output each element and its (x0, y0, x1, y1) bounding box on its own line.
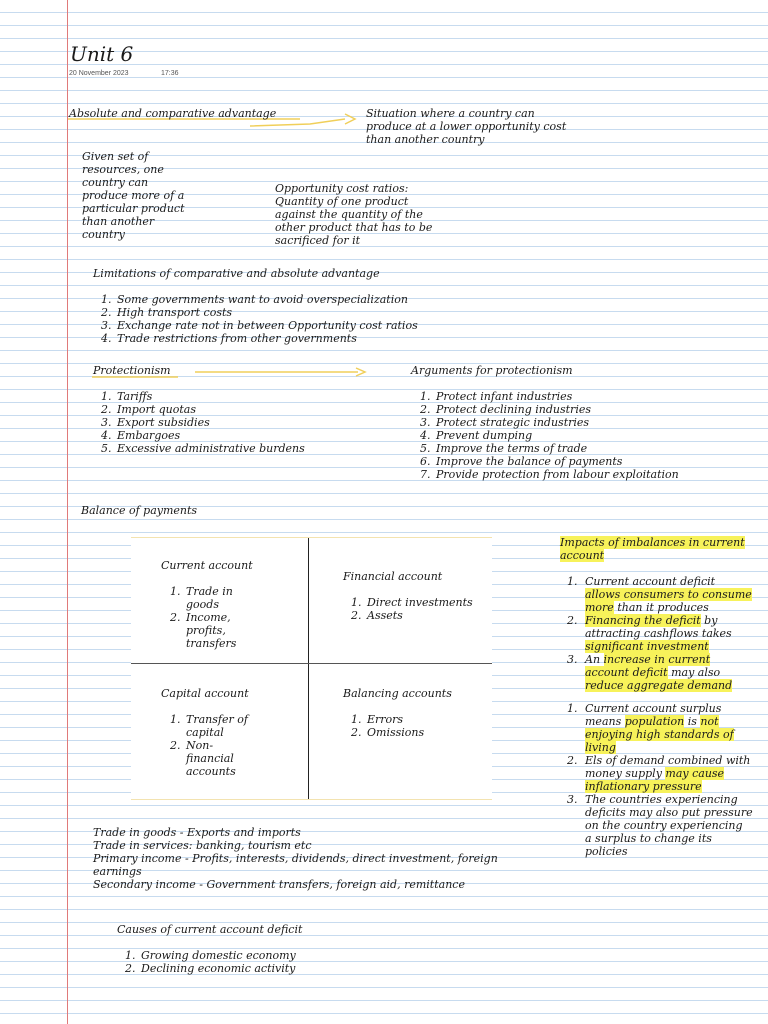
current-account-list (162, 585, 236, 650)
list-item: 3. An increase in current (567, 653, 711, 666)
trade-notes (93, 826, 498, 891)
highlighted-text: living (585, 741, 616, 754)
list-item: 4. Embargoes (101, 429, 181, 442)
financial-account-list (343, 596, 473, 622)
list-item: 4. Prevent dumping (420, 429, 533, 442)
protectionism-heading: Protectionism (93, 364, 171, 377)
highlighted-text: Financing the deficit (585, 614, 701, 627)
list-item: 2. Assets (351, 609, 403, 622)
list-item-text: may also (667, 666, 721, 679)
note-line: Trade in services: banking, tourism etc (93, 839, 312, 852)
list-item: 1. Transfer of capital (170, 713, 248, 739)
list-item-text: Tariffs (117, 390, 153, 403)
note-line: Primary income - Profits, interests, dividends, direct investment, foreign (93, 852, 498, 865)
list-item-text: Protect infant industries (436, 390, 573, 403)
list-item: 2. Els of demand combined with (567, 754, 751, 767)
list-item-text: High transport costs (117, 306, 233, 319)
arguments-heading: Arguments for protectionism (411, 364, 573, 377)
list-item-text: Errors (367, 713, 404, 726)
definition-line: sacrificed for it (275, 234, 361, 247)
list-item-text: Exchange rate not in between Opportunity cost ratios (117, 319, 418, 332)
list-item-text: transfers (186, 637, 237, 650)
list-item-text: is (684, 715, 701, 728)
bop-heading: Balance of payments (81, 504, 198, 517)
list-item: 2. Declining economic activity (125, 962, 296, 975)
note-line: Trade in goods - Exports and imports (93, 826, 301, 839)
list-item: 1. Errors (351, 713, 404, 726)
highlighted-text: allows consumers to consume (585, 588, 752, 601)
capital-account-title: Capital account (161, 687, 249, 700)
list-item: 2. Import quotas (101, 403, 196, 416)
highlighted-text: population (624, 715, 685, 728)
financial-account-title: Financial account (343, 570, 443, 583)
highlighted-text: enjoying high standards of (585, 728, 734, 741)
page-title: Unit 6 (70, 42, 134, 66)
note-line: Secondary income - Government transfers, foreign aid, remittance (93, 878, 465, 891)
list-item-text: Improve the terms of trade (436, 442, 588, 455)
table-divider-horizontal (131, 663, 492, 664)
list-item: 1. Direct investments (351, 596, 473, 609)
list-item-text: Prevent dumping (436, 429, 533, 442)
list-item-text: attracting cashflows takes (585, 627, 732, 640)
list-item: 1. Current account surplus (567, 702, 722, 715)
list-item: 2. Income, profits, transfers (170, 611, 237, 650)
highlighted-text: more (585, 601, 614, 614)
list-item-text: Els of demand combined with (585, 754, 751, 767)
bop-table (131, 537, 492, 800)
highlighted-text: reduce aggregate demand (585, 679, 733, 692)
definition-line: resources, one (82, 163, 164, 176)
list-item-text: Non- (186, 739, 214, 752)
ratios-definition (275, 182, 432, 247)
list-item-text: profits, (186, 624, 226, 637)
list-item: 1. Some governments want to avoid overspecialization (101, 293, 408, 306)
list-item-text: on the country experiencing (585, 819, 743, 832)
highlighted-text: not (700, 715, 719, 728)
highlighted-text: increase in current (603, 653, 711, 666)
causes-heading: Causes of current account deficit (117, 923, 303, 936)
definition-line: country (82, 228, 125, 241)
list-item-text: Current account surplus (585, 702, 722, 715)
list-item-text: Transfer of (186, 713, 248, 726)
list-item: 2. Omissions (351, 726, 425, 739)
arguments-list (412, 390, 679, 481)
list-item: 6. Improve the balance of payments (420, 455, 623, 468)
protectionism-list (93, 390, 305, 455)
highlighted-text: may cause (665, 767, 725, 780)
list-item: 2. Non- financial accounts (170, 739, 236, 778)
definition-line: particular product (82, 202, 185, 215)
page-date: 20 November 2023 (69, 70, 129, 77)
absolute-definition (82, 150, 185, 241)
list-item-text: Provide protection from labour exploitation (436, 468, 679, 481)
impacts-heading-line: Impacts of imbalances in current (560, 536, 745, 549)
list-item-text: Growing domestic economy (141, 949, 296, 962)
causes-list (117, 949, 296, 975)
list-item-text: Trade restrictions from other governments (117, 332, 357, 345)
list-item-text: Protect strategic industries (436, 416, 590, 429)
list-item: 4. Trade restrictions from other governments (101, 332, 357, 345)
highlighted-text: account deficit (585, 666, 668, 679)
page-time: 17:36 (161, 70, 179, 77)
list-item: 2. High transport costs (101, 306, 233, 319)
list-item: 1. Protect infant industries (420, 390, 573, 403)
list-item-text: Direct investments (367, 596, 473, 609)
advantage-arrowhead (345, 114, 355, 124)
list-item-text: Income, (186, 611, 231, 624)
list-item-text: Omissions (367, 726, 425, 739)
definition-line: Given set of (82, 150, 149, 163)
list-item-text: financial (186, 752, 234, 765)
list-item-text: Import quotas (117, 403, 196, 416)
list-item: 2. Financing the deficit by (567, 614, 718, 627)
impacts-heading-line: account (560, 549, 605, 562)
list-item: 1. Current account deficit (567, 575, 716, 588)
highlighted-text: inflationary pressure (585, 780, 702, 793)
list-item-text: Trade in (186, 585, 233, 598)
list-item-text: Improve the balance of payments (436, 455, 623, 468)
list-item-text: capital (186, 726, 224, 739)
list-item: 3. Exchange rate not in between Opportunity cost ratios (101, 319, 418, 332)
definition-line: Opportunity cost ratios: (275, 182, 409, 195)
list-item: 1. Tariffs (101, 390, 153, 403)
surplus-impacts-list (561, 702, 766, 858)
list-item-text: Export subsidies (117, 416, 210, 429)
list-item: 1. Trade in goods (170, 585, 233, 611)
list-item-text: policies (585, 845, 628, 858)
list-item-text: than it produces (613, 601, 709, 614)
list-item: 7. Provide protection from labour exploitation (420, 468, 679, 481)
list-item: 3. Protect strategic industries (420, 416, 590, 429)
impacts-heading (560, 536, 745, 562)
current-account-title: Current account (161, 559, 253, 572)
list-item-text: goods (186, 598, 219, 611)
list-item-text: The countries experiencing (585, 793, 738, 806)
definition-line: produce at a lower opportunity cost (366, 120, 567, 133)
limitations-heading: Limitations of comparative and absolute advantage (93, 267, 380, 280)
definition-line: than another (82, 215, 155, 228)
list-item-text: by (700, 614, 718, 627)
highlighted-text: significant investment (585, 640, 709, 653)
list-item-text: a surplus to change its (585, 832, 712, 845)
deficit-impacts-list (561, 575, 766, 692)
list-item-text: means (585, 715, 625, 728)
definition-line: Quantity of one product (275, 195, 409, 208)
advantage-arrow (250, 119, 345, 126)
table-divider-vertical (308, 538, 309, 799)
list-item-text: Embargoes (117, 429, 181, 442)
list-item-text: Assets (367, 609, 403, 622)
list-item-text: Current account deficit (585, 575, 716, 588)
list-item-text: money supply (585, 767, 666, 780)
list-item-text: Protect declining industries (436, 403, 591, 416)
definition-line: than another country (366, 133, 485, 146)
list-item: 3. Export subsidies (101, 416, 210, 429)
balancing-accounts-title: Balancing accounts (343, 687, 452, 700)
list-item-text: Excessive administrative burdens (117, 442, 305, 455)
list-item: 3. The countries experiencing (567, 793, 738, 806)
list-item-text: Declining economic activity (141, 962, 296, 975)
definition-line: Situation where a country can (366, 107, 535, 120)
comparative-definition (366, 107, 566, 146)
list-item: 2. Protect declining industries (420, 403, 591, 416)
capital-account-list (162, 713, 248, 778)
list-item: 5. Excessive administrative burdens (101, 442, 305, 455)
list-item-text: deficits may also put pressure (585, 806, 753, 819)
definition-line: country can (82, 176, 149, 189)
definition-line: against the quantity of the (275, 208, 423, 221)
list-item: 5. Improve the terms of trade (420, 442, 588, 455)
advantage-heading: Absolute and comparative advantage (69, 107, 277, 120)
balancing-accounts-list (343, 713, 424, 739)
limitations-list (93, 293, 418, 345)
definition-line: produce more of a (82, 189, 185, 202)
list-item-text: accounts (186, 765, 236, 778)
note-line: earnings (93, 865, 142, 878)
list-item: 1. Growing domestic economy (125, 949, 296, 962)
list-item-text: Some governments want to avoid overspecialization (117, 293, 408, 306)
definition-line: other product that has to be (275, 221, 433, 234)
list-item-text: An (585, 653, 604, 666)
